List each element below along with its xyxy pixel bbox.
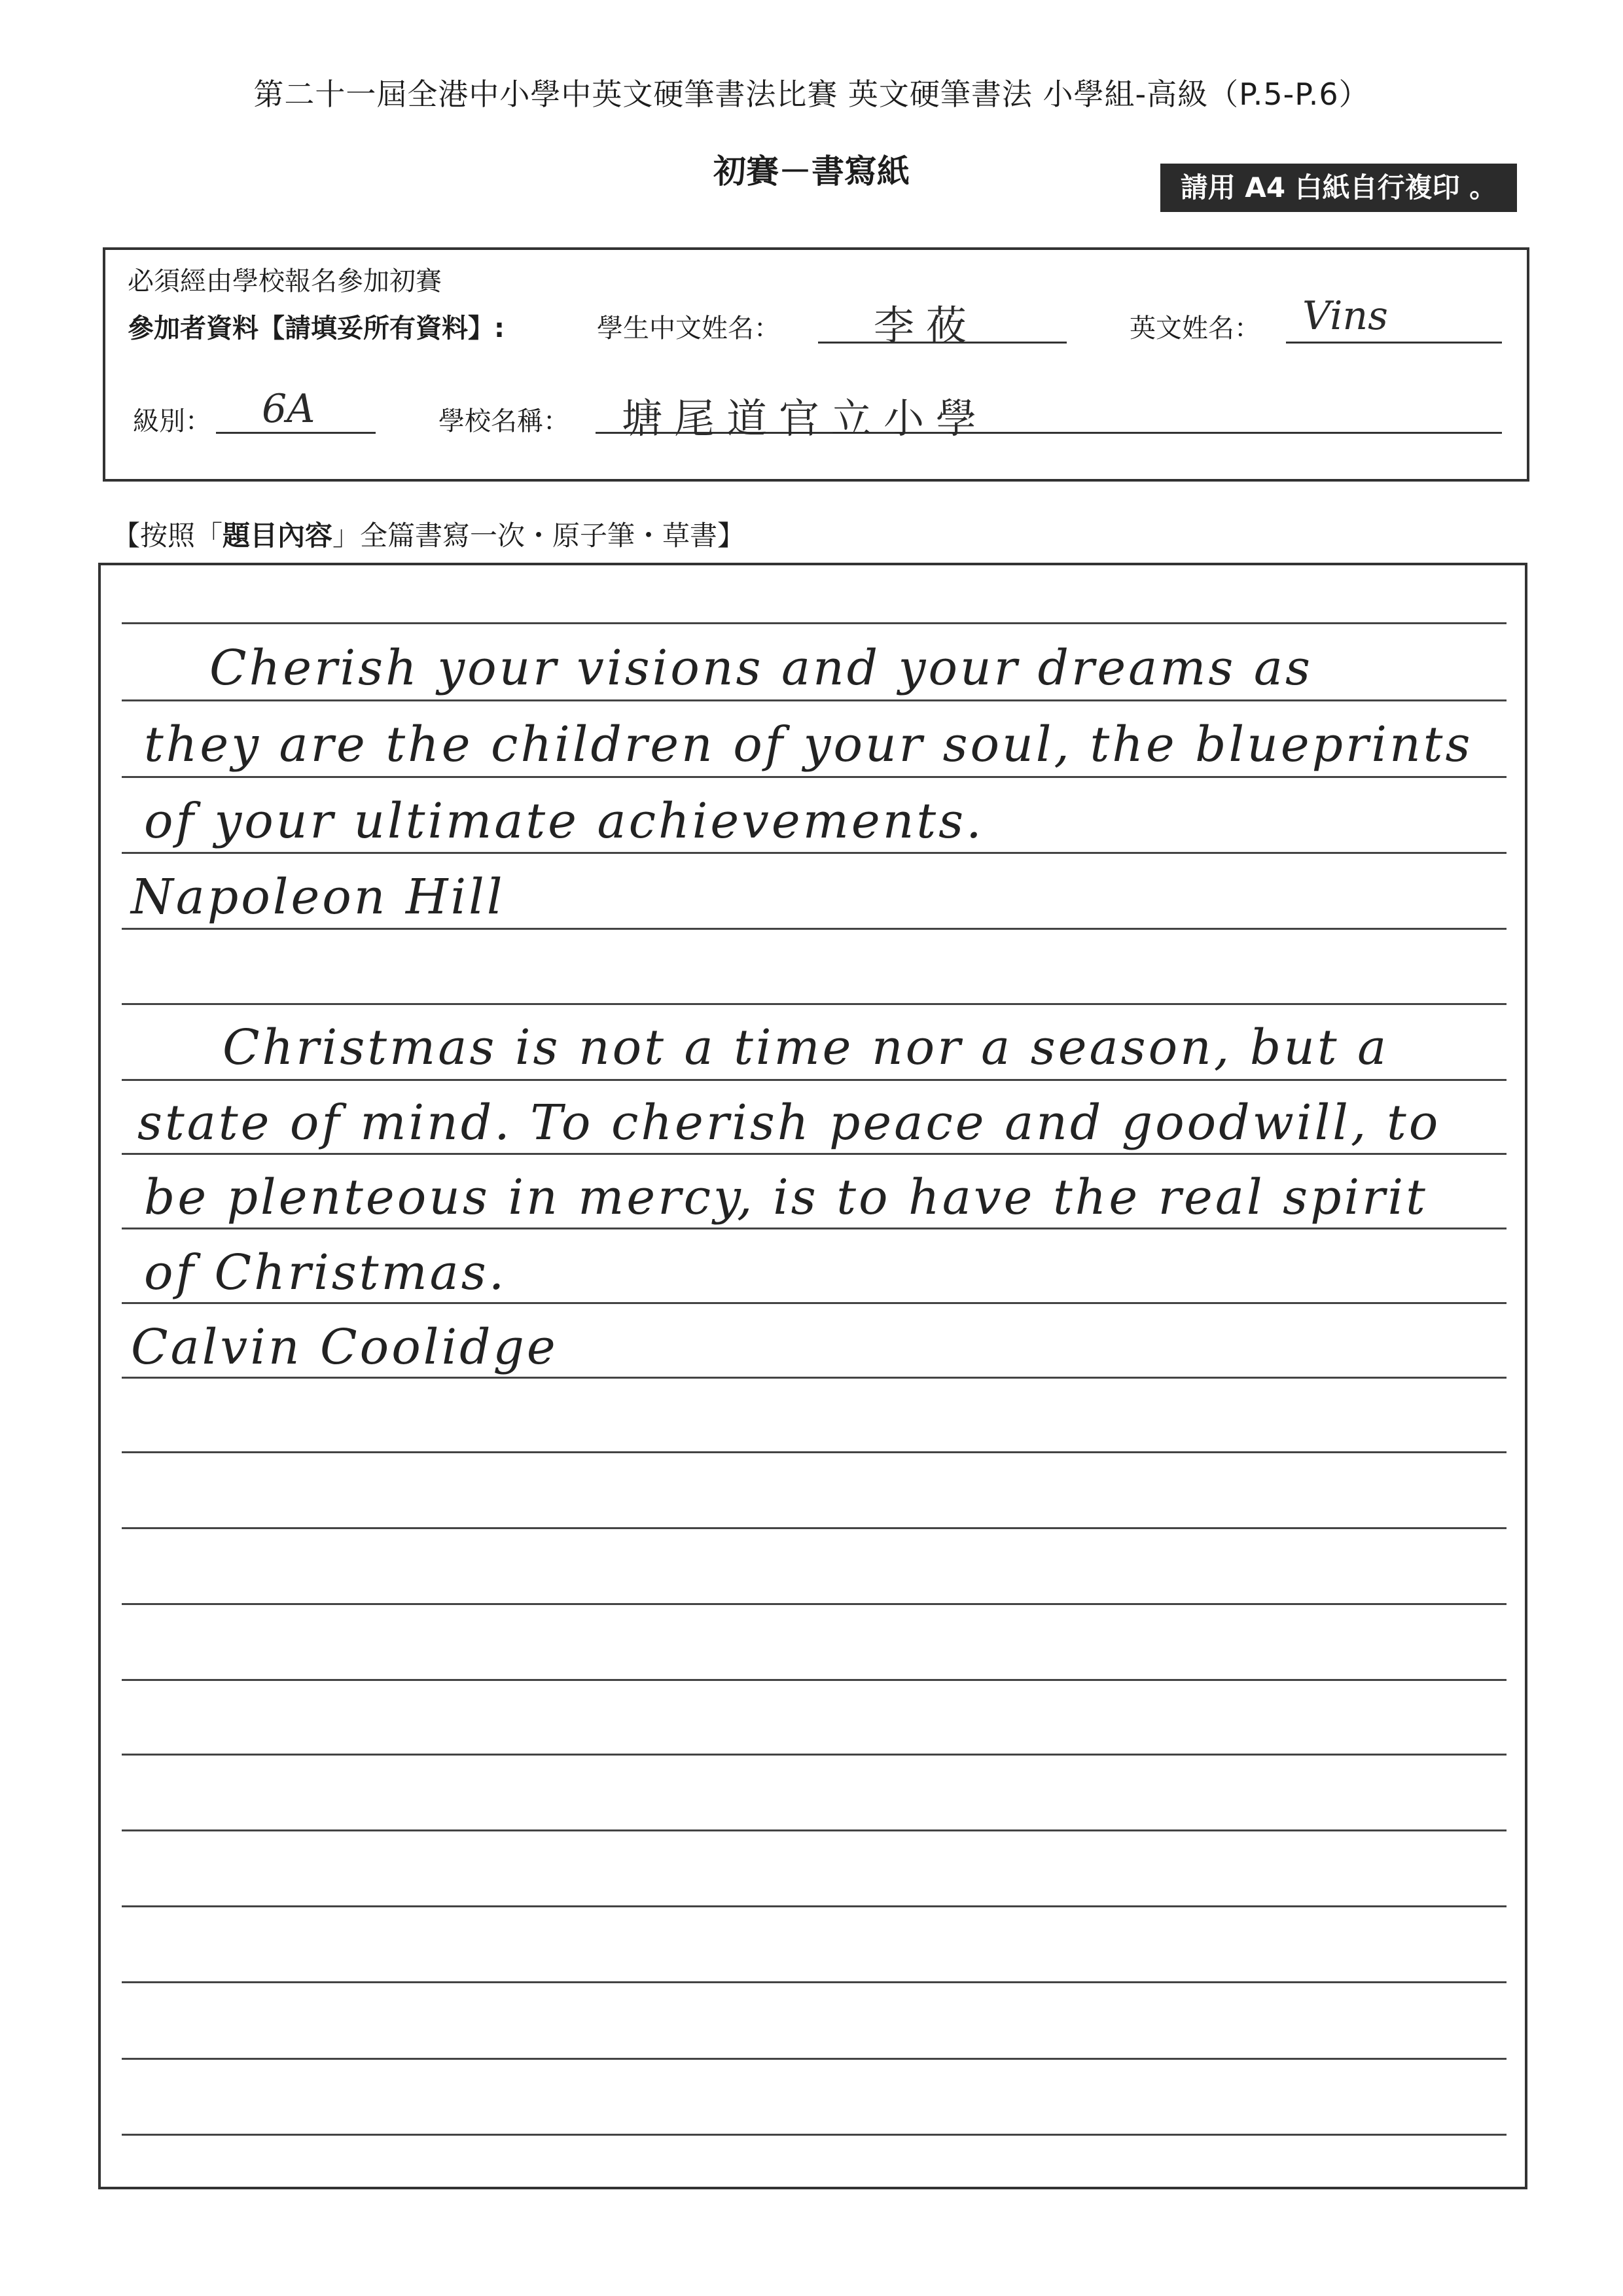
ruled-line (122, 1302, 1507, 1304)
school-label: 學校名稱： (438, 406, 569, 436)
ruled-line (122, 776, 1507, 778)
instruction-suffix: 」全篇書寫一次・原子筆・草書】 (332, 520, 745, 552)
ruled-line (122, 622, 1507, 624)
class-line (216, 432, 376, 434)
ruled-line (122, 1377, 1507, 1379)
ruled-line (122, 1754, 1507, 1756)
copy-notice: 請用 A4 白紙自行複印 。 (1160, 164, 1517, 212)
class-label: 級別： (133, 406, 211, 436)
ruled-line (122, 928, 1507, 930)
chinese-name-value[interactable]: 李莜 (874, 302, 979, 349)
ruled-line (122, 1981, 1507, 1983)
ruled-line (122, 1905, 1507, 1907)
english-name-label: 英文姓名： (1130, 313, 1260, 344)
handwritten-line: be plenteous in mercy, is to have the real spirit (144, 1169, 1428, 1226)
ruled-line (122, 2058, 1507, 2060)
ruled-line (122, 1003, 1507, 1005)
ruled-line (122, 1527, 1507, 1529)
school-value[interactable]: 塘尾道官立小學 (622, 395, 989, 442)
handwritten-line: Napoleon Hill (131, 869, 505, 925)
participant-label: 參加者資料【請填妥所有資料】: (128, 313, 505, 344)
writing-instruction (113, 514, 745, 554)
handwritten-line: Christmas is not a time nor a season, but a (223, 1019, 1389, 1076)
instruction-emphasis: 題目內容 (223, 520, 333, 552)
class-value[interactable]: 6A (262, 386, 315, 432)
ruled-line (122, 1451, 1507, 1453)
handwritten-line: of your ultimate achievements. (144, 793, 984, 849)
ruled-line (122, 1679, 1507, 1681)
ruled-line (122, 1079, 1507, 1081)
page-title: 第二十一屆全港中小學中英文硬筆書法比賽 英文硬筆書法 小學組-高級（P.5-P.6） (253, 77, 1370, 112)
ruled-line (122, 1603, 1507, 1605)
handwritten-line: Calvin Coolidge (131, 1319, 558, 1375)
english-name-line (1286, 342, 1502, 344)
ruled-line (122, 1829, 1507, 1831)
handwritten-line: of Christmas. (144, 1245, 507, 1301)
ruled-line (122, 852, 1507, 854)
chinese-name-label: 學生中文姓名： (597, 313, 780, 344)
handwritten-line: state of mind. To cherish peace and goodwill, to (137, 1095, 1441, 1151)
ruled-line (122, 1227, 1507, 1229)
english-name-value[interactable]: Vins (1302, 293, 1388, 339)
ruled-line (122, 2134, 1507, 2136)
ruled-line (122, 1153, 1507, 1155)
requirement-text: 必須經由學校報名參加初賽 (128, 266, 442, 296)
ruled-line (122, 699, 1507, 701)
handwritten-line: Cherish your visions and your dreams as (209, 640, 1313, 696)
instruction-prefix: 【按照「 (113, 520, 223, 552)
page-subtitle: 初賽－書寫紙 (713, 152, 910, 190)
handwritten-line: they are the children of your soul, the blueprints (144, 716, 1473, 773)
